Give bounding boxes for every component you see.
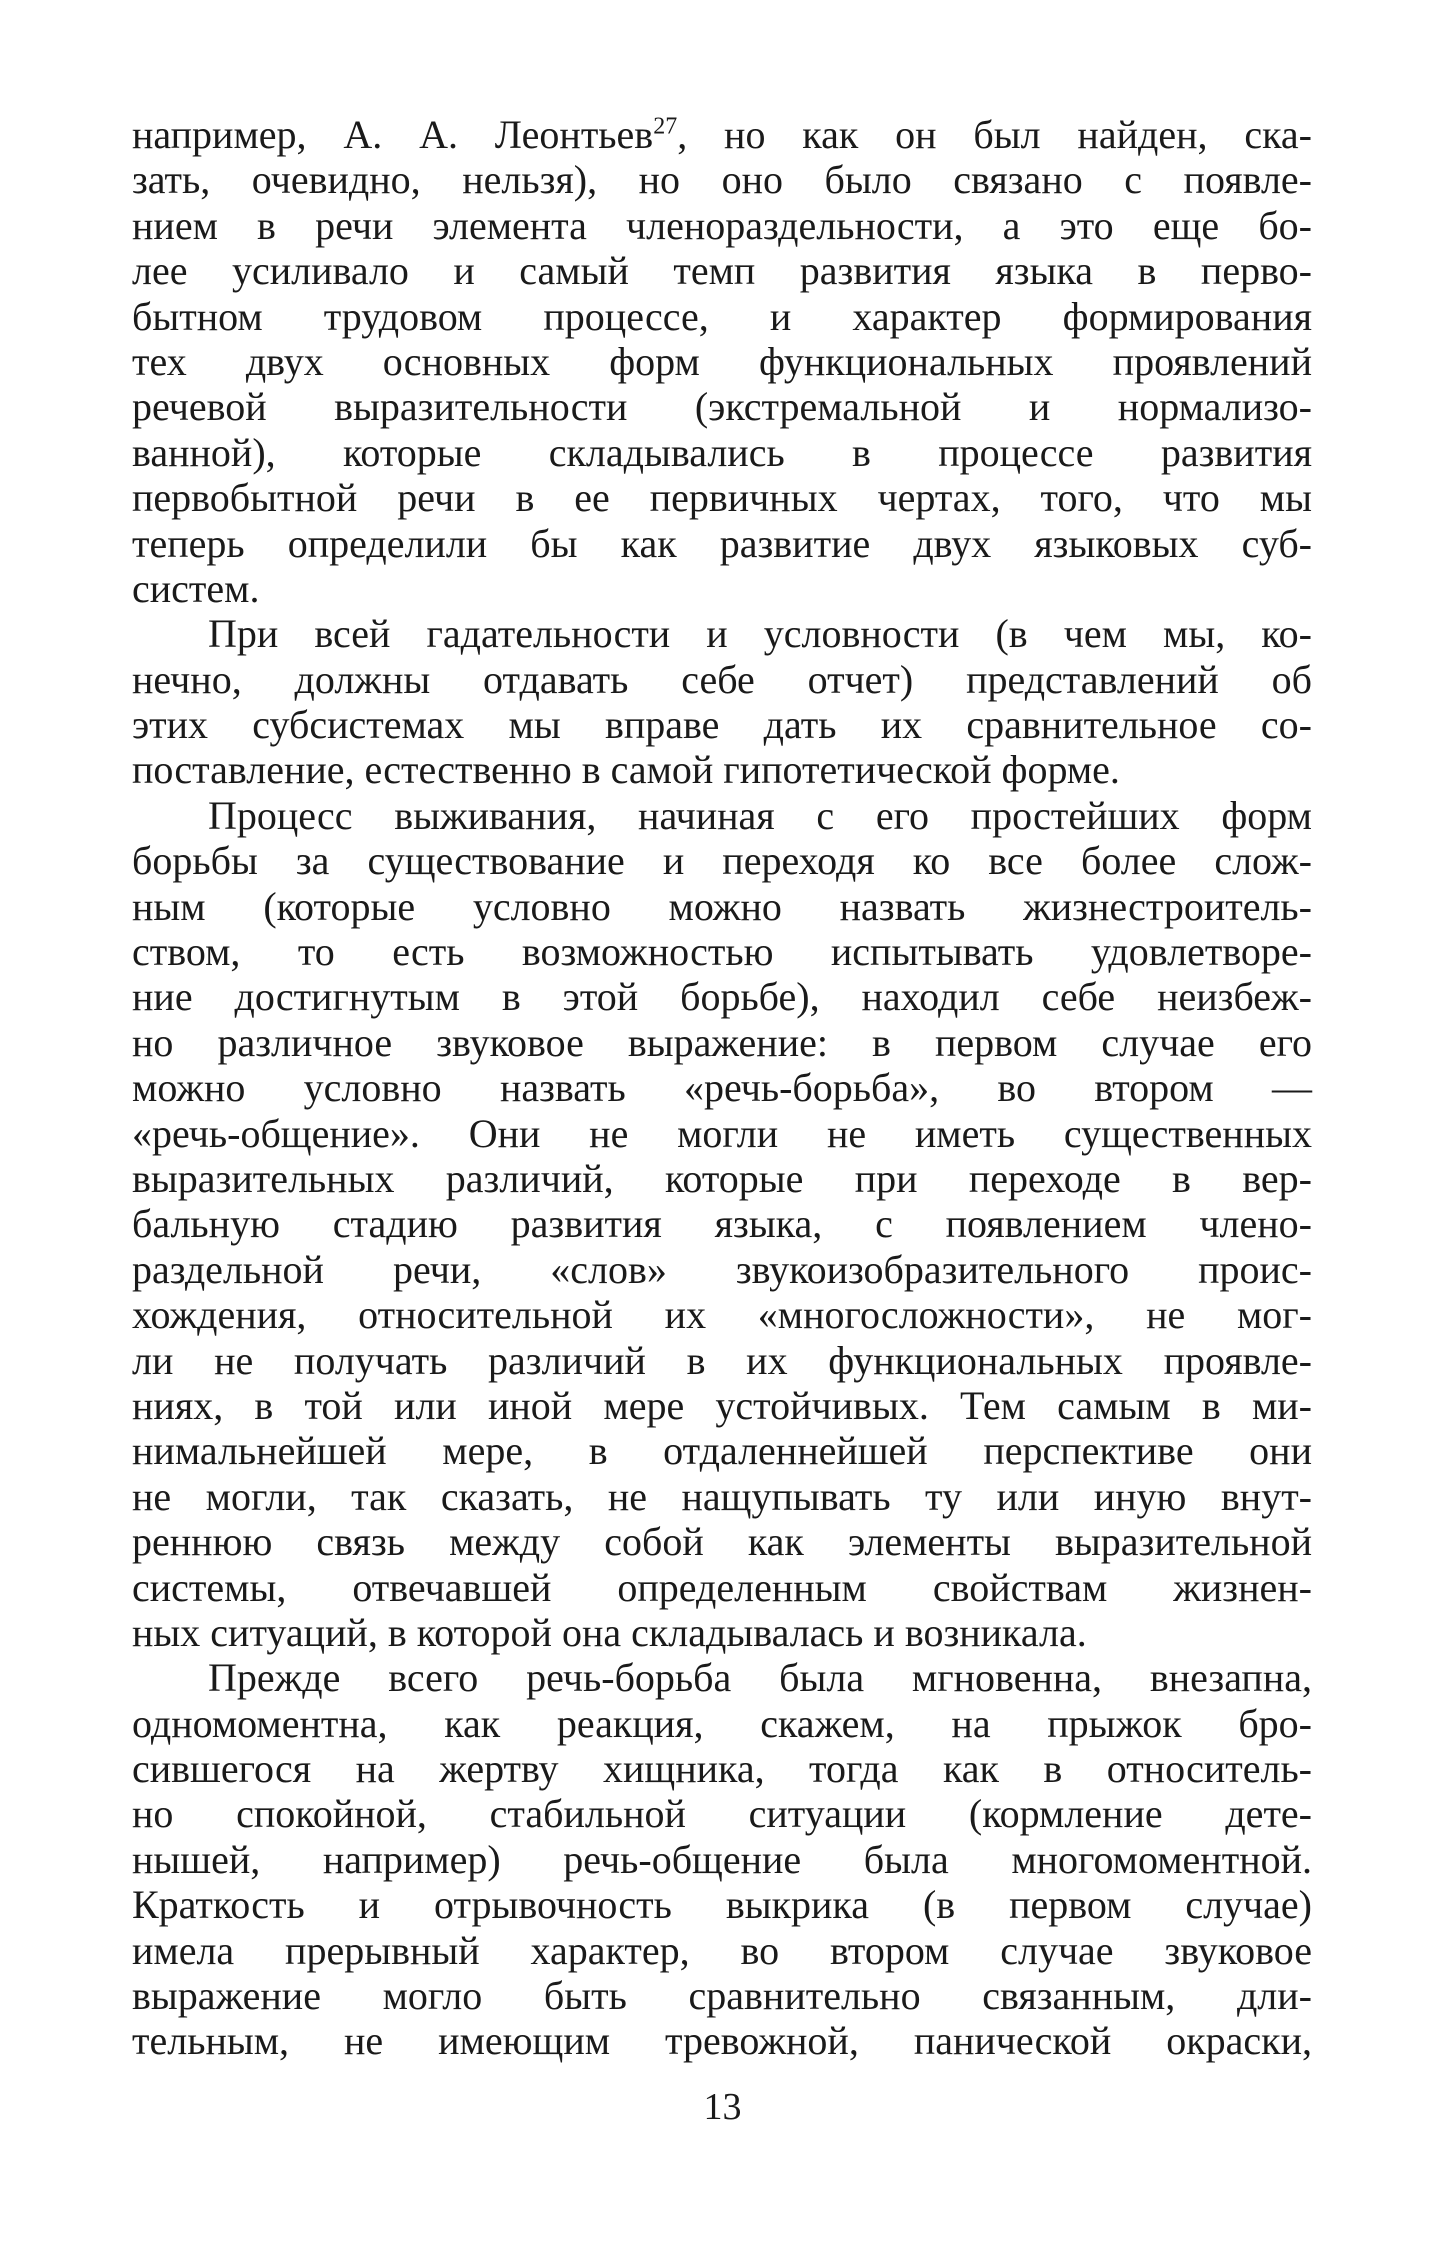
text-line: нимальнейшей мере, в отдаленнейшей перспективе они — [132, 1428, 1312, 1474]
text-line: Краткость и отрывочность выкрика (в первом случае) — [132, 1882, 1312, 1928]
text-line: систем. — [132, 565, 260, 611]
text-line: но различное звуковое выражение: в первом случае его — [132, 1019, 1312, 1065]
paragraph-2 — [132, 611, 1312, 793]
text-line: но спокойной, стабильной ситуации (кормление дете- — [132, 1791, 1312, 1837]
paragraph-3 — [132, 793, 1312, 1655]
paragraph-1 — [132, 112, 1312, 611]
text-line: поставление, естественно в самой гипотетической форме. — [132, 747, 1120, 793]
text-line: этих субсистемах мы вправе дать их сравнительное со- — [132, 702, 1312, 748]
paragraph-4 — [132, 1655, 1312, 2064]
text-line: выражение могло быть сравнительно связанным, дли- — [132, 1973, 1312, 2019]
text-line: тельным, не имеющим тревожной, панической окраски, — [132, 2018, 1312, 2064]
text-line: бытном трудовом процессе, и характер формирования — [132, 293, 1312, 339]
text-line: теперь определили бы как развитие двух языковых суб- — [132, 520, 1312, 566]
text-line: выразительных различий, которые при переходе в вер- — [132, 1155, 1312, 1201]
text-line: первобытной речи в ее первичных чертах, того, что мы — [132, 475, 1312, 521]
text-line: Прежде всего речь-борьба была мгновенна, внезапна, — [208, 1655, 1312, 1701]
text-line: нием в речи элемента членораздельности, а это еще бо- — [132, 202, 1312, 248]
text-line: раздельной речи, «слов» звукоизобразительного проис- — [132, 1246, 1312, 1292]
text-line: хождения, относительной их «многосложности», не мог- — [132, 1292, 1312, 1338]
text-line: зать, очевидно, нельзя), но оно было связано с появле- — [132, 157, 1312, 203]
text-line: «речь-общение». Они не могли не иметь существенных — [132, 1110, 1312, 1156]
text-line: При всей гадательности и условности (в чем мы, ко- — [208, 611, 1312, 657]
text-line: ных ситуаций, в которой она складывалась и возникала. — [132, 1609, 1087, 1655]
text-line: реннюю связь между собой как элементы выразительной — [132, 1519, 1312, 1565]
text-line: не могли, так сказать, не нащупывать ту или иную внут- — [132, 1473, 1312, 1519]
text-line: тех двух основных форм функциональных проявлений — [132, 338, 1312, 384]
text-line: имела прерывный характер, во втором случае звуковое — [132, 1927, 1312, 1973]
text-line: ние достигнутым в этой борьбе), находил себе неизбеж- — [132, 974, 1312, 1020]
text-line: нечно, должны отдавать себе отчет) представлений об — [132, 656, 1312, 702]
text-line: системы, отвечавшей определенным свойствам жизнен- — [132, 1564, 1312, 1610]
text-line: лее усиливало и самый темп развития языка в перво- — [132, 248, 1312, 294]
footnote-ref: 27 — [653, 113, 678, 140]
text-line: ли не получать различий в их функциональных проявле- — [132, 1337, 1312, 1383]
page-number: 13 — [703, 2086, 742, 2128]
body-text — [132, 112, 1312, 2064]
text-line: Процесс выживания, начиная с его простейших форм — [208, 792, 1312, 838]
text-line: можно условно назвать «речь-борьба», во втором — — [132, 1065, 1312, 1111]
text-line: бальную стадию развития языка, с появлением члено- — [132, 1201, 1312, 1247]
text-line: ным (которые условно можно назвать жизнестроитель- — [132, 883, 1312, 929]
text-line: борьбы за существование и переходя ко все более слож- — [132, 838, 1312, 884]
text-line: сившегося на жертву хищника, тогда как в относитель- — [132, 1746, 1312, 1792]
text-line: например, А. А. Леонтьев$^{27}$, но как он был найден, ска- — [132, 112, 1313, 157]
text-line: нышей, например) речь-общение была многомоментной. — [132, 1836, 1312, 1882]
text-line: ством, то есть возможностью испытывать удовлетворе- — [132, 929, 1312, 975]
text-line: ниях, в той или иной мере устойчивых. Тем самым в ми- — [132, 1382, 1312, 1428]
text-line: речевой выразительности (экстремальной и нормализо- — [132, 384, 1312, 430]
text-line: ванной), которые складывались в процессе развития — [132, 429, 1312, 475]
text-line: одномоментна, как реакция, скажем, на прыжок бро- — [132, 1700, 1312, 1746]
